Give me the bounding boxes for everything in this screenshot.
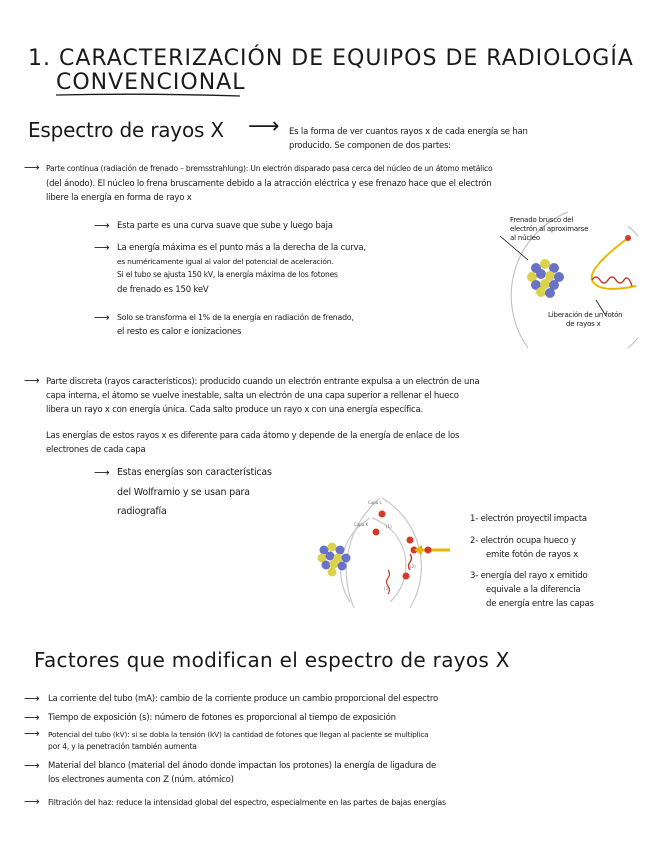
spectrum-definition-line1: Es la forma de ver cuantos rayos x de cada energía se han <box>289 127 528 137</box>
figure2-step3-line1: 3- energía del rayo x emitido <box>470 571 588 581</box>
continuous-line3: libere la energía en forma de rayo x <box>46 193 192 203</box>
factor-item-3-line2: por 4, y la penetración también aumenta <box>48 742 197 751</box>
sub-arrow-icon: ⟶ <box>94 219 110 232</box>
discrete-p2-line2: electrones de cada capa <box>46 445 146 455</box>
photon-wave <box>592 277 632 286</box>
figure1-label-bottom-line1: Liberación de un fotón <box>548 311 623 319</box>
figure2-step3-line2: equivale a la diferencia <box>486 585 581 595</box>
continuous-sub2-line2: es numéricamente igual al valor del potencial de aceleración. <box>117 257 334 266</box>
electron-icon <box>425 547 432 554</box>
figure1-label-top-line3: al núcleo <box>510 234 540 242</box>
factor-item-4-line2: los electrones aumenta con Z (núm. atómico) <box>48 775 234 785</box>
electron-icon <box>403 573 410 580</box>
factors-heading: Factores que modifican el espectro de rayos X <box>34 648 510 672</box>
bullet-arrow-icon: ⟶ <box>24 727 40 740</box>
electron-icon <box>373 529 380 536</box>
factor-item-3-line1: Potencial del tubo (kV): si se dobla la tensión (kV) la cantidad de fotones que llegan al paciente se multiplica <box>48 730 429 739</box>
continuous-sub2-line4: de frenado es 150 keV <box>117 285 209 295</box>
figure2-step2-line1: 2- electrón ocupa hueco y <box>470 536 576 546</box>
discrete-line1: Parte discreta (rayos característicos): producido cuando un electrón entrante expulsa a un electrón de una <box>46 377 480 387</box>
bullet-arrow-icon: ⟶ <box>24 374 40 387</box>
figure1-label-bottom-line2: de rayos x <box>566 320 601 328</box>
page-title: 1. CARACTERIZACIÓN DE EQUIPOS DE RADIOLOGÍA <box>28 46 634 71</box>
bullet-arrow-icon: ⟶ <box>24 692 40 705</box>
nucleus-icon <box>527 259 564 298</box>
discrete-line3: libera un rayo x con energía única. Cada salto produce un rayo x con una energía específica. <box>46 405 424 415</box>
continuous-sub1: Esta parte es una curva suave que sube y luego baja <box>117 221 333 231</box>
continuous-line2: (del ánodo). El núcleo lo frena bruscamente debido a la atracción eléctrica y ese frenazo hace que el electrón <box>46 179 492 189</box>
figure2-step3-line3: de energía entre las capas <box>486 599 594 609</box>
heading-arrow-icon: ⟶ <box>248 114 280 139</box>
continuous-line1: Parte continua (radiación de frenado – bremsstrahlung): Un electrón disparado pasa cerca del núcleo de un átomo metálico <box>46 164 493 173</box>
figure1-label-top-line2: electrón al aproximarse <box>510 225 589 233</box>
characteristic-xray-figure <box>310 492 460 610</box>
continuous-sub2-line1: La energía máxima es el punto más a la derecha de la curva, <box>117 243 366 253</box>
continuous-sub2-line3: Si el tubo se ajusta 150 kV, la energía máxima de los fotones <box>117 270 338 279</box>
factor-item-2: Tiempo de exposición (s): número de fotones es proporcional al tiempo de exposición <box>48 713 396 723</box>
electron-icon <box>407 537 414 544</box>
discrete-line2: capa interna, el átomo se vuelve inestable, salta un electrón de una capa superior a rellenar el hueco <box>46 391 459 401</box>
factor-item-5: Filtración del haz: reduce la intensidad global del espectro, especialmente en las partes de bajas energías <box>48 798 446 807</box>
bullet-arrow-icon: ⟶ <box>24 161 40 174</box>
electron-icon <box>625 235 631 241</box>
continuous-sub3-line1: Solo se transforma el 1% de la energía en radiación de frenado, <box>117 313 354 322</box>
figure2-step1: 1- electrón proyectil impacta <box>470 514 587 524</box>
bullet-arrow-icon: ⟶ <box>24 795 40 808</box>
shell-outer <box>346 498 380 608</box>
sub-arrow-icon: ⟶ <box>94 466 110 479</box>
title-underline <box>54 92 244 98</box>
shell-label: Capa L <box>368 500 382 505</box>
figure1-label-top-line1: Frenado brusco del <box>510 216 574 224</box>
continuous-sub3-line2: el resto es calor e ionizaciones <box>117 327 242 337</box>
shell-label: Capa K <box>354 522 369 527</box>
discrete-sub1-line3: radiografía <box>117 506 167 517</box>
factor-item-1: La corriente del tubo (mA): cambio de la corriente produce un cambio proporcional del espectro <box>48 694 438 704</box>
sub-arrow-icon: ⟶ <box>94 241 110 254</box>
page-title-line2: CONVENCIONAL <box>56 70 246 95</box>
spectrum-heading: Espectro de rayos X <box>28 118 224 142</box>
factor-item-4-line1: Material del blanco (material del ánodo donde impactan los protones) la energía de ligadura de <box>48 761 436 771</box>
discrete-sub1-line2: del Wolframio y se usan para <box>117 487 250 498</box>
nucleus-icon <box>318 543 351 577</box>
discrete-p2-line1: Las energías de estos rayos x es diferente para cada átomo y depende de la energía de enlace de los <box>46 431 460 441</box>
electron-icon <box>379 511 386 518</box>
spectrum-definition-line2: producido. Se componen de dos partes: <box>289 141 451 151</box>
figure2-step2-line2: emite fotón de rayos x <box>486 550 578 560</box>
step-marker: (1) <box>386 524 392 529</box>
bullet-arrow-icon: ⟶ <box>24 759 40 772</box>
discrete-sub1-line1: Estas energías son características <box>117 467 272 478</box>
bullet-arrow-icon: ⟶ <box>24 711 40 724</box>
step-marker: (3) <box>384 586 390 591</box>
sub-arrow-icon: ⟶ <box>94 311 110 324</box>
step-marker: (2) <box>410 564 416 569</box>
